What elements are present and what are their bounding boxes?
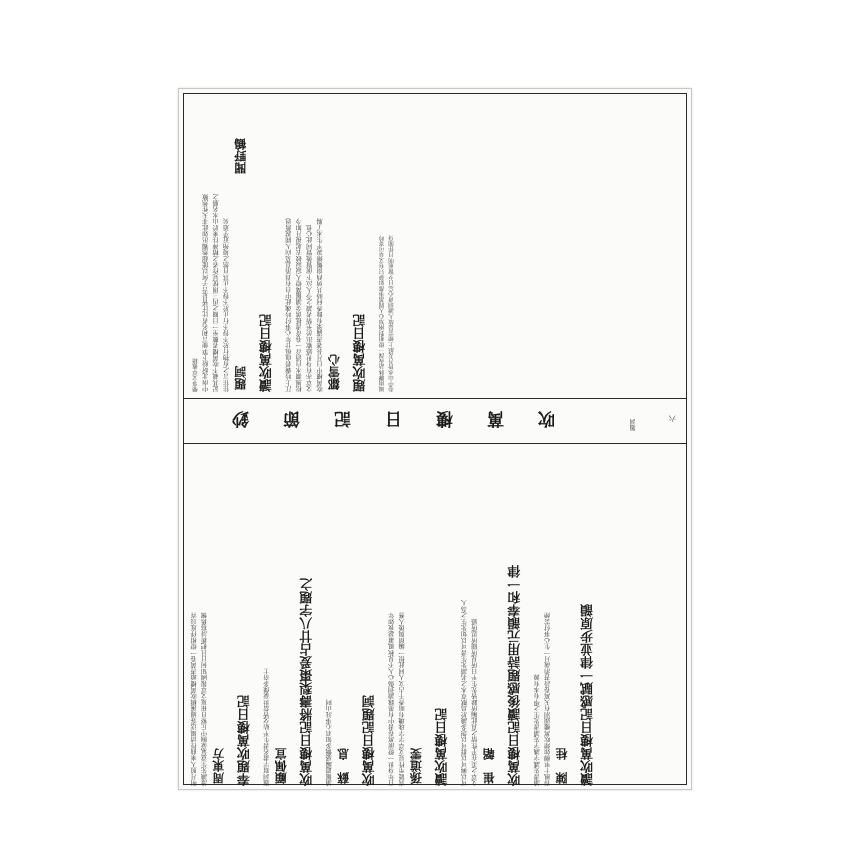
lower-column-author: 孫道雯 (409, 748, 424, 784)
upper-column-title: 讀吹萬樓日記 (259, 314, 275, 392)
upper-column-small: 記其載不吹萬樓者數至一日閱之再三則恍見作者之精神往來於山水名勝之 (213, 193, 220, 392)
upper-column-small: 吹萬樓中日月長著書滿架有餘香何時共剪西窗燭細說平生未了腸 (317, 218, 324, 392)
lower-column-title: 吹萬樓日記讀後感題詩用元韻奉和一律 (508, 565, 524, 786)
lower-column-small: 題詞寫字畫名書生平結交皆當世豪傑多奇士 (263, 668, 271, 786)
lower-column-author: 顧佩宣 (274, 748, 289, 784)
upper-column-small: 江上吟囊碧血痕廿年心事付吟魂此中自有真消息莫向人間說舊恩 (285, 218, 293, 392)
lower-column-small: 可以興可以群可以怨多識於鳥獸草木之名讀先生書可以知先生之為人 (461, 600, 469, 786)
lower-column-author: 崔 韜 (482, 748, 497, 784)
lower-section (184, 442, 686, 792)
lower-column-title: 奉題吹萬樓日記 (237, 695, 253, 786)
lower-column-author: 周東方 (211, 748, 226, 784)
upper-column-small: 松風澗水自清音一卷奇書抵萬金讀罷篝燈人寂寂披衣起視月如今 (296, 218, 304, 392)
upper-text-block (184, 94, 686, 398)
upper-section (184, 94, 686, 398)
lower-column-title: 讀吹萬樓日記 (435, 708, 451, 786)
band-note: 題詞 (630, 419, 637, 431)
upper-column-small: 中南北紛紛下筆便言利名者比比皆是吾子何以能超然獨出如此非天性然歟 (202, 193, 210, 392)
upper-column-small: 往往言之有物行於不得不行止於不得不止其自然之境殆近乎道矣 (223, 218, 231, 392)
lower-column-title: 吹萬樓日記題詞 (362, 695, 378, 786)
upper-column-tiny: 樂事文章載籍 (193, 358, 199, 392)
lower-column-small: 真能至性見文章字字珠璣有暗香千古文人同此恨一編留與後人嘗 (399, 612, 406, 786)
lower-column-small: 明月照人來曲徑清風送客過溪橋吹萬樓頭書萬卷一燈相伴度良宵 (191, 612, 198, 786)
page-number: 六 (669, 414, 676, 422)
lower-text-block (184, 442, 686, 792)
upper-column-small: 文章亦有身世感歎出於至情者讀之令人泣下前賢後賢同此心也 (306, 224, 314, 392)
band-heading: 吹萬樓日記節鈔 (198, 408, 555, 428)
upper-column-tiny: 風雨聯牀話夜深一燈相對兩知心人間萬事都如夢只有文章可寄吟 (379, 235, 386, 392)
lower-column-small: 文章之美在乎性情之真此編所錄皆先生平日所見所聞所思所感 (471, 618, 479, 786)
upper-column-author: 鄒雪心 (327, 354, 342, 390)
lower-column-author: 蘇 息 (336, 748, 351, 784)
upper-column-tiny: 卷中山水皆吾友紙上煙雲是故人讀到會心忘日夕窗前明月伴閒身 (389, 235, 395, 392)
lower-column-small: 誰識先生意氣豪胸中丘壑自崔嵬文章報國知何日且把新詩寫舊懷 (201, 612, 209, 786)
lower-column-small: 讀書先識字識字先讀書先生之學有本有源 (534, 674, 542, 786)
lower-column-small: 春風十里柳如煙吹萬樓頭別有天萬卷詩書消歲月一生心事付雲煙 (544, 612, 552, 786)
lower-column-small: 讀罷遺編感慨多知君心事託山阿 (326, 699, 334, 786)
lower-column-title: 讀吹萬樓日記感賦一律並步原韻 (581, 604, 596, 786)
heading-band (184, 398, 686, 444)
scanned-page (178, 88, 692, 790)
upper-column-author: 題詞 聞野鶴 (233, 138, 248, 390)
lower-column-small: 百年身世一燈前萬卷書中有墨緣讀到傷心人不見秋風蕭瑟夜如年 (388, 612, 396, 786)
page-frame (183, 93, 687, 785)
lower-column-author: 陳 桂 (555, 748, 569, 784)
upper-column-title: 題吹萬樓日記 (353, 314, 369, 392)
lower-column-title: 吹萬樓日記將壽梨棗爰占廿八字題之 (300, 578, 316, 786)
